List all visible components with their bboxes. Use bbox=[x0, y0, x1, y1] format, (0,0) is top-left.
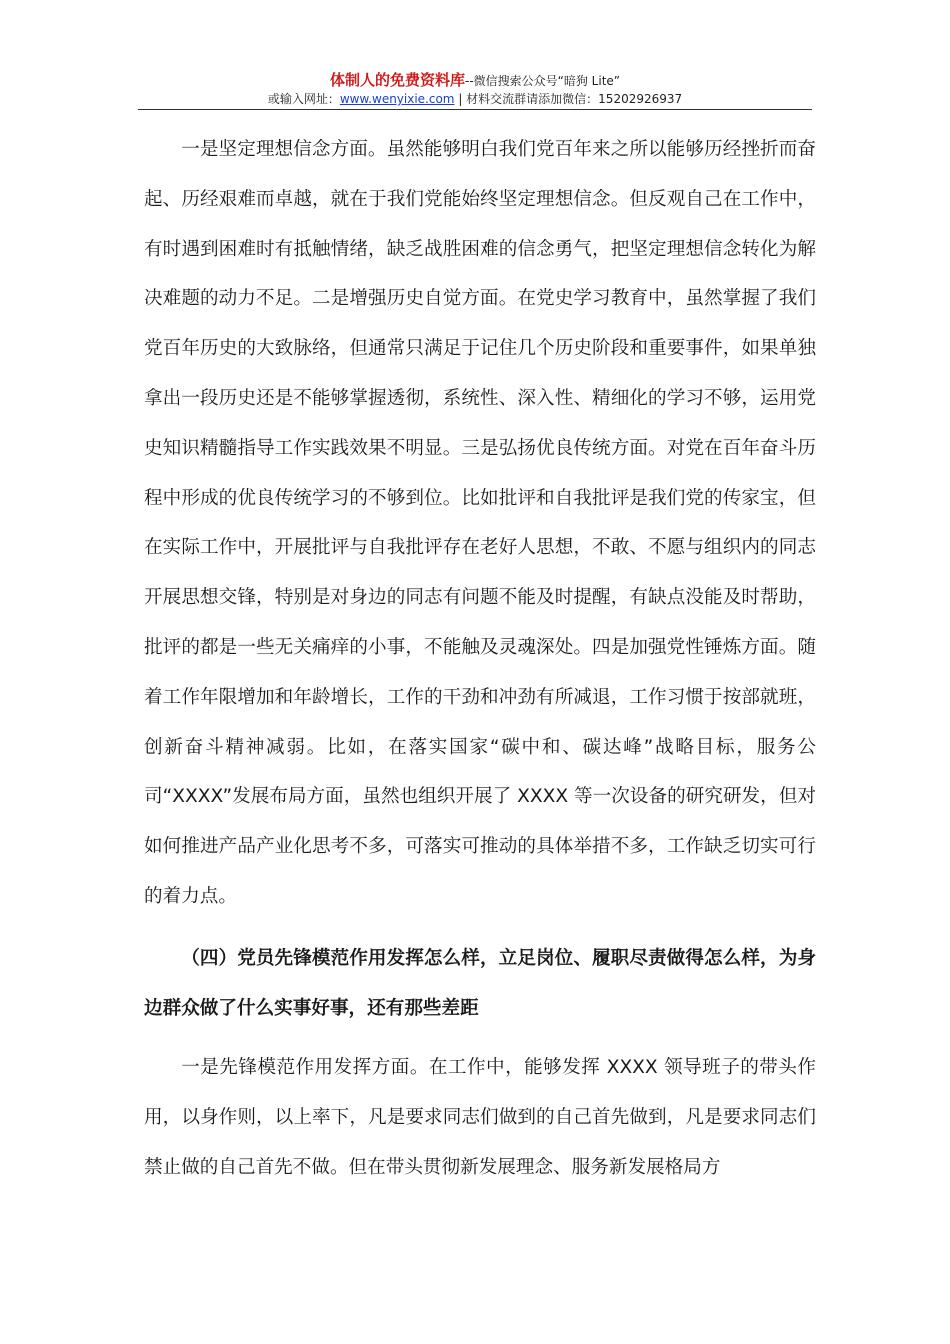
page-header bbox=[0, 70, 950, 107]
header-contact-line bbox=[0, 91, 950, 107]
brand-title: 体制人的免费资料库 bbox=[329, 71, 465, 89]
header-title-line bbox=[0, 70, 950, 91]
section-heading-4: （四）党员先锋模范作用发挥怎么样，立足岗位、履职尽责做得怎么样，为身边群众做了什么实事好事，还有那些差距 bbox=[144, 947, 816, 1019]
site-link[interactable]: www.wenyixie.com bbox=[339, 92, 455, 106]
header-divider bbox=[138, 109, 812, 110]
contact-text: | 材料交流群请添加微信：15202926937 bbox=[454, 92, 683, 106]
body-paragraph-2: 一是先锋模范作用发挥方面。在工作中，能够发挥 XXXX 领导班子的带头作用，以身作则，以上率下，凡是要求同志们做到的自己首先做到，凡是要求同志们禁止做的自己首先不做。但在带头贯彻新发展理念、服务新发展格局方 bbox=[144, 1057, 816, 1178]
header-slogan: --微信搜索公众号“暗狗 Lite” bbox=[464, 74, 621, 88]
body-paragraph-1: 一是坚定理想信念方面。虽然能够明白我们党百年来之所以能够历经挫折而奋起、历经艰难而卓越，就在于我们党能始终坚定理想信念。但反观自己在工作中，有时遇到困难时有抵触情绪，缺乏战胜困难的信念勇气，把坚定理想信念转化为解决难题的动力不足。二是增强历史自觉方面。在党史学习教育中，虽然掌握了我们党百年历史的大致脉络，但通常只满足于记住几个历史阶段和重要事件，如果单独拿出一段历史还是不能够掌握透彻，系统性、深入性、精细化的学习不够，运用党史知识精髓指导工作实践效果不明显。三是弘扬优良传统方面。对党在百年奋斗历程中形成的优良传统学习的不够到位。比如批评和自我批评是我们党的传家宝，但在实际工作中，开展批评与自我批评存在老好人思想，不敢、不愿与组织内的同志开展思想交锋，特别是对身边的同志有问题不能及时提醒，有缺点没能及时帮助，批评的都是一些无关痛痒的小事，不能触及灵魂深处。四是加强党性锤炼方面。随着工作年限增加和年龄增长，工作的干劲和冲劲有所减退，工作习惯于按部就班，创新奋斗精神减弱。比如，在落实国家“碳中和、碳达峰”战略目标，服务公司“XXXX”发展布局方面，虽然也组织开展了 XXXX 等一次设备的研究研发，但对如何推进产品产业化思考不多，可落实可推动的具体举措不多，工作缺乏切实可行的着力点。 bbox=[144, 139, 816, 907]
site-prefix: 或输入网址： bbox=[267, 92, 340, 106]
document-body bbox=[144, 125, 816, 1193]
